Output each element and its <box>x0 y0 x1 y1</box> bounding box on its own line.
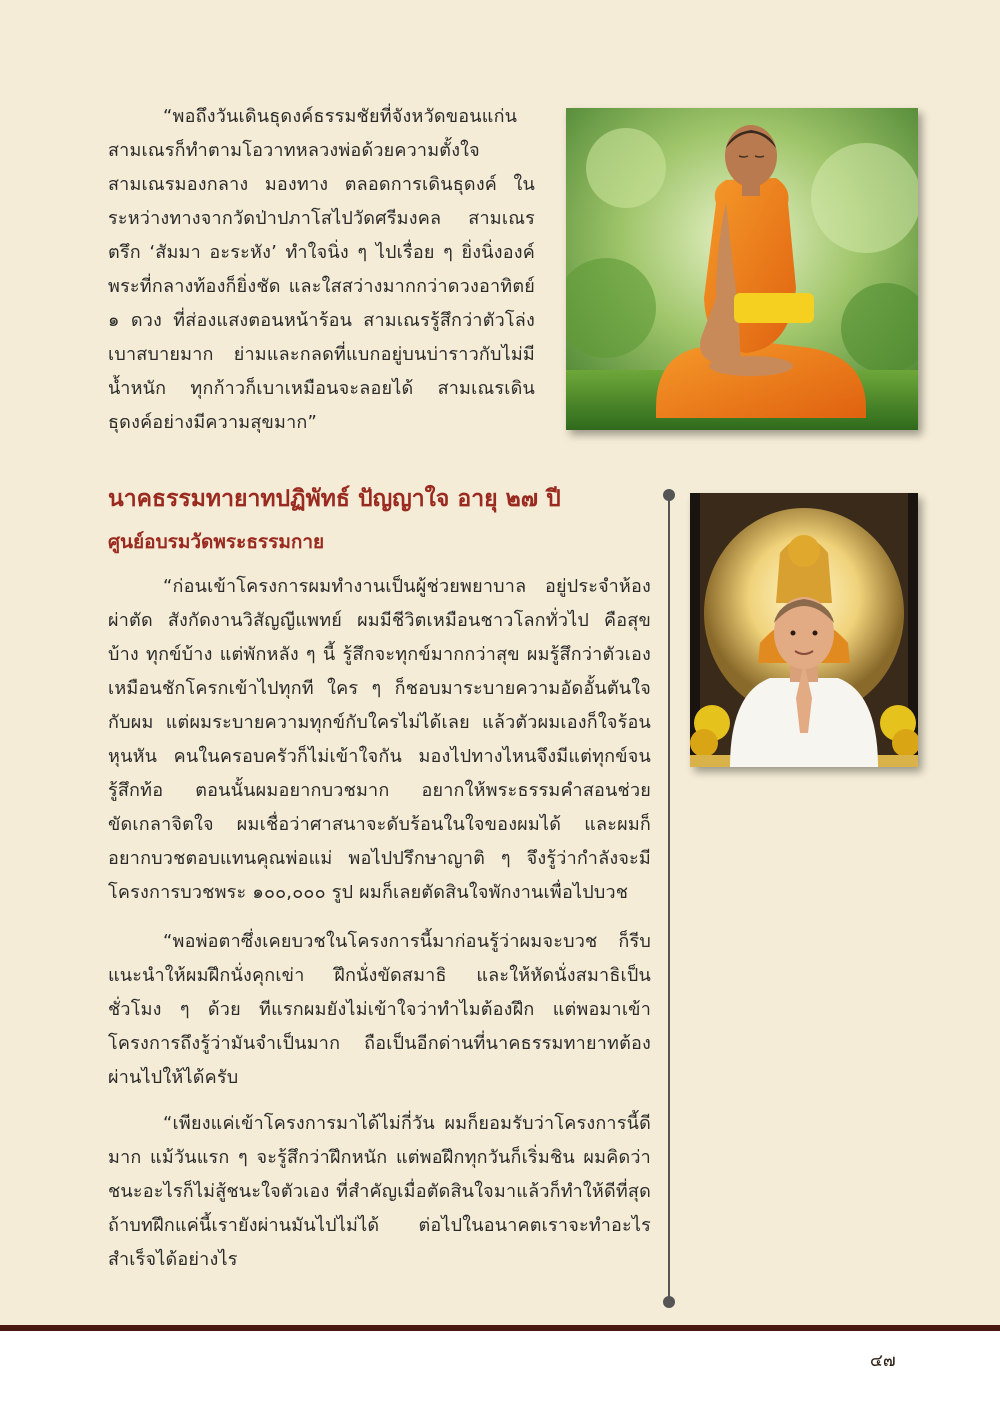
novice-name-heading: นาคธรรมทายาทปฏิพัทธ์ ปัญญาใจ อายุ ๒๗ ปี <box>108 486 561 512</box>
novice-quote-paragraph: “พอถึงวันเดินธุดงค์ธรรมชัยที่จังหวัดขอนแก่น สามเณรก็ทำตามโอวาทหลวงพ่อด้วยความตั้งใจ สามเณรมองกลาง มองทาง ตลอดการเดินธุดงค์ ในระหว่างทางจากวัดป่าปภาโสไปวัดศรีมงคล สามเณรตรึก ‘สัมมา อะระหัง’ ทำใจนิ่ง ๆ ไปเรื่อย ๆ ยิ่งนิ่งองค์พระที่กลางท้องก็ยิ่งชัด และใสสว่างมากกว่าดวงอาทิตย์ ๑ ดวง ที่ส่องแสงตอนหน้าร้อน สามเณรรู้สึกว่าตัวโล่ง เบาสบายมาก ย่ามและกลดที่แบกอยู่บนบ่าราวกับไม่มีน้ำหนัก ทุกก้าวก็เบาเหมือนจะลอยได้ สามเณรเดินธุดงค์อย่างมีความสุขมาก” <box>108 106 535 433</box>
timeline-top-dot <box>663 489 675 501</box>
story-paragraph-2: “พอพ่อตาซึ่งเคยบวชในโครงการนี้มาก่อนรู้ว่าผมจะบวช ก็รีบแนะนำให้ผมฝึกนั่งคุกเข่า ฝึกนั่งขัดสมาธิ และให้หัดนั่งสมาธิเป็นชั่วโมง ๆ ด้วย ทีแรกผมยังไม่เข้าใจว่าทำไมต้องฝึก แต่พอมาเข้าโครงการถึงรู้ว่ามันจำเป็นมาก ถือเป็นอีกด่านที่นาคธรรมทายาทต้องผ่านไปให้ได้ครับ <box>108 931 651 1088</box>
training-center-subheading: ศูนย์อบรมวัดพระธรรมกาย <box>108 531 325 553</box>
footer-bar <box>0 1325 1000 1331</box>
story-paragraph-3: “เพียงแค่เข้าโครงการมาได้ไม่กี่วัน ผมก็ยอมรับว่าโครงการนี้ดีมาก แม้วันแรก ๆ จะรู้สึกว่าฝึกหนัก แต่พอฝึกทุกวันก็เริ่มชิน ผมคิดว่าชนะอะไรก็ไม่สู้ชนะใจตัวเอง ที่สำคัญเมื่อตัดสินใจมาแล้วก็ทำให้ดีที่สุด ถ้าบทฝึกแค่นี้เรายังผ่านมันไปไม่ได้ ต่อไปในอนาคตเราจะทำอะไรสำเร็จได้อย่างไร <box>108 1113 651 1270</box>
page-number: ๔๗ <box>870 1351 896 1371</box>
timeline-line <box>668 494 670 1302</box>
story-paragraph-1: “ก่อนเข้าโครงการผมทำงานเป็นผู้ช่วยพยาบาล อยู่ประจำห้องผ่าตัด สังกัดงานวิสัญญีแพทย์ ผมมีชีวิตเหมือนชาวโลกทั่วไป คือสุขบ้าง ทุกข์บ้าง แต่พักหลัง ๆ นี้ รู้สึกจะทุกข์มากกว่าสุข ผมรู้สึกว่าตัวเองเหมือนชักโครกเข้าไปทุกที ใคร ๆ ก็ชอบมาระบายความอัดอั้นตันใจกับผม แต่ผมระบายความทุกข์กับใครไม่ได้เลย แล้วตัวผมเองก็ใจร้อนหุนหัน คนในครอบครัวก็ไม่เข้าใจกัน มองไปทางไหนจึงมีแต่ทุกข์จนรู้สึกท้อ ตอนนั้นผมอยากบวชมาก อยากให้พระธรรมคำสอนช่วยขัดเกลาจิตใจ ผมเชื่อว่าศาสนาจะดับร้อนในใจของผมได้ และผมก็อยากบวชตอบแทนคุณพ่อแม่ พอไปปรึกษาญาติ ๆ จึงรู้ว่ากำลังจะมีโครงการบวชพระ ๑๐๐,๐๐๐ รูป ผมก็เลยตัดสินใจพักงานเพื่อไปบวช <box>108 576 651 903</box>
meditating-novice-photo <box>566 108 918 430</box>
praying-man-photo <box>690 493 918 767</box>
timeline-bottom-dot <box>663 1296 675 1308</box>
